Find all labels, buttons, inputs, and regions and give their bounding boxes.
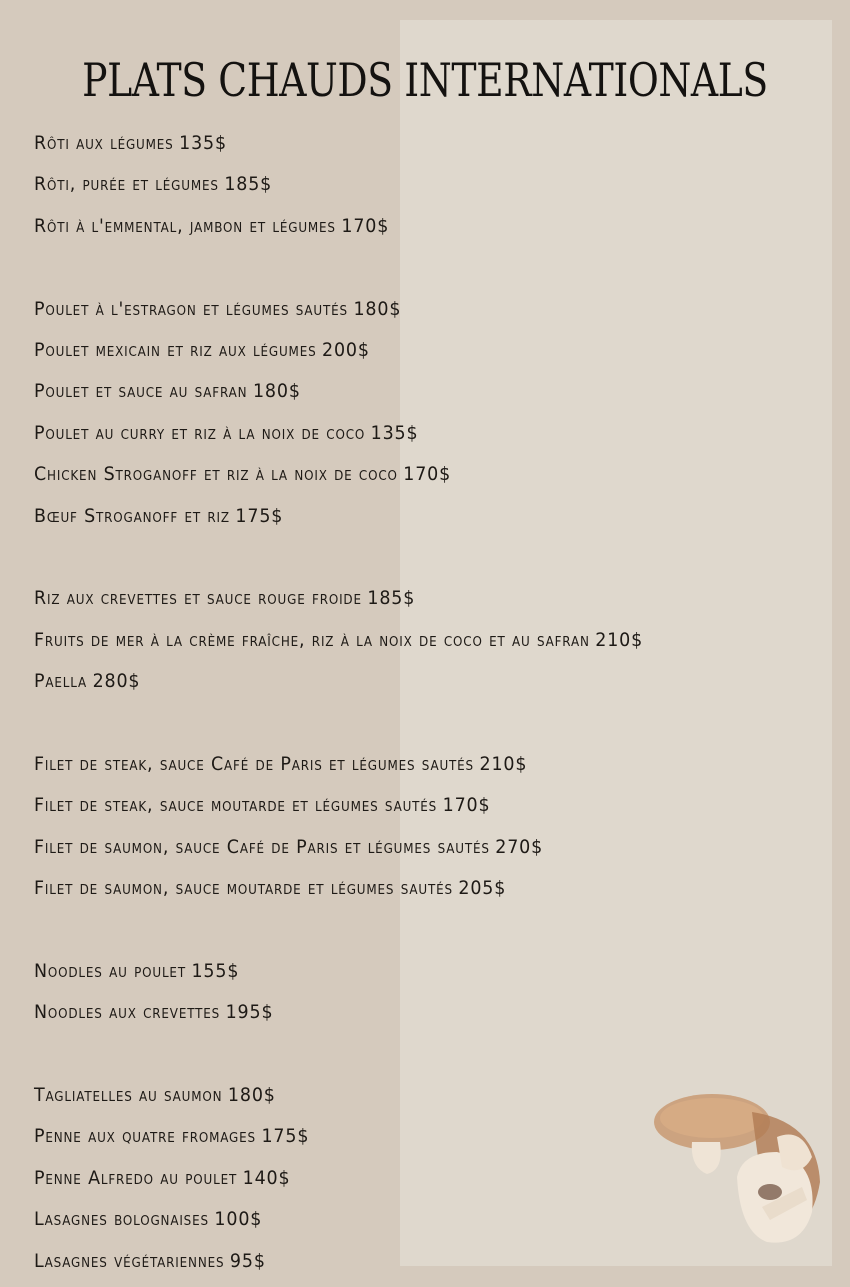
- item-name: Poulet à l'estragon et légumes sautés: [34, 297, 348, 320]
- item-price: 180$: [353, 297, 402, 320]
- item-price: 180$: [252, 380, 301, 403]
- section-gap: [34, 252, 850, 293]
- item-price: 200$: [322, 338, 370, 361]
- menu-item: [34, 294, 785, 335]
- section-gap: [34, 914, 850, 955]
- menu-item: [34, 376, 785, 417]
- menu-item: [34, 169, 785, 210]
- item-name: Lasagnes végétariennes: [34, 1249, 225, 1272]
- item-price: 280$: [92, 670, 141, 693]
- menu-item: [34, 128, 785, 169]
- item-price: 155$: [191, 959, 240, 982]
- item-name: Poulet et sauce au safran: [34, 380, 248, 403]
- item-name: Lasagnes bolognaises: [34, 1208, 209, 1231]
- item-name: Penne aux quatre fromages: [34, 1125, 256, 1148]
- item-price: 170$: [341, 214, 390, 237]
- item-name: Paella: [34, 670, 88, 693]
- item-price: 100$: [214, 1208, 263, 1231]
- item-price: 270$: [495, 835, 544, 858]
- menu-item: [34, 583, 785, 624]
- item-name: Bœuf Stroganoff et riz: [34, 504, 230, 527]
- item-price: 175$: [235, 504, 284, 527]
- menu-item: [34, 501, 785, 542]
- item-name: Poulet mexicain et riz aux légumes: [34, 338, 317, 361]
- item-price: 210$: [595, 628, 644, 651]
- menu-item: [34, 211, 785, 252]
- item-price: 140$: [242, 1166, 291, 1189]
- menu-title: PLATS CHAUDS INTERNATIONALS: [82, 53, 768, 107]
- menu-item: [34, 790, 785, 831]
- item-price: 185$: [367, 587, 416, 610]
- mushroom-icon: [652, 1082, 832, 1252]
- item-price: 170$: [442, 794, 491, 817]
- item-price: 210$: [479, 752, 528, 775]
- item-name: Noodles aux crevettes: [34, 1001, 221, 1024]
- item-name: Filet de steak, sauce Café de Paris et légumes sautés: [34, 752, 474, 775]
- item-name: Poulet au curry et riz à la noix de coco: [34, 421, 366, 444]
- item-name: Chicken Stroganoff et riz à la noix de coco: [34, 463, 398, 486]
- item-name: Rôti aux légumes: [34, 132, 174, 154]
- menu-item: [34, 749, 785, 790]
- item-name: Filet de steak, sauce moutarde et légumes sautés: [34, 794, 438, 817]
- item-name: Filet de saumon, sauce moutarde et légumes sautés: [34, 877, 453, 900]
- item-name: Rôti à l'emmental, jambon et légumes: [34, 214, 336, 237]
- section-gap: [34, 707, 850, 748]
- menu-item: [34, 418, 785, 459]
- menu-item: [34, 956, 785, 997]
- item-price: 175$: [261, 1125, 310, 1148]
- item-name: Fruits de mer à la crème fraîche, riz à la noix de coco et au safran: [34, 628, 590, 651]
- item-name: Riz aux crevettes et sauce rouge froide: [34, 587, 362, 610]
- item-name: Filet de saumon, sauce Café de Paris et légumes sautés: [34, 835, 490, 858]
- item-price: 135$: [179, 132, 227, 154]
- item-name: Penne Alfredo au poulet: [34, 1166, 238, 1189]
- item-name: Tagliatelles au saumon: [34, 1083, 223, 1106]
- menu-item: [34, 832, 785, 873]
- item-price: 135$: [370, 421, 419, 444]
- menu-item: [34, 666, 785, 707]
- item-price: 185$: [224, 173, 273, 196]
- item-price: 95$: [229, 1249, 266, 1272]
- item-name: Noodles au poulet: [34, 959, 186, 982]
- menu-item: [34, 335, 785, 376]
- item-name: Rôti, purée et légumes: [34, 173, 219, 196]
- menu-item: [34, 625, 785, 666]
- item-price: 170$: [403, 463, 452, 486]
- menu-item: [34, 873, 785, 914]
- item-price: 205$: [458, 877, 507, 900]
- item-price: 180$: [227, 1083, 276, 1106]
- item-price: 195$: [225, 1001, 274, 1024]
- section-gap: [34, 1039, 850, 1080]
- menu-item: [34, 459, 785, 500]
- section-gap: [34, 542, 850, 583]
- menu-item: [34, 997, 785, 1038]
